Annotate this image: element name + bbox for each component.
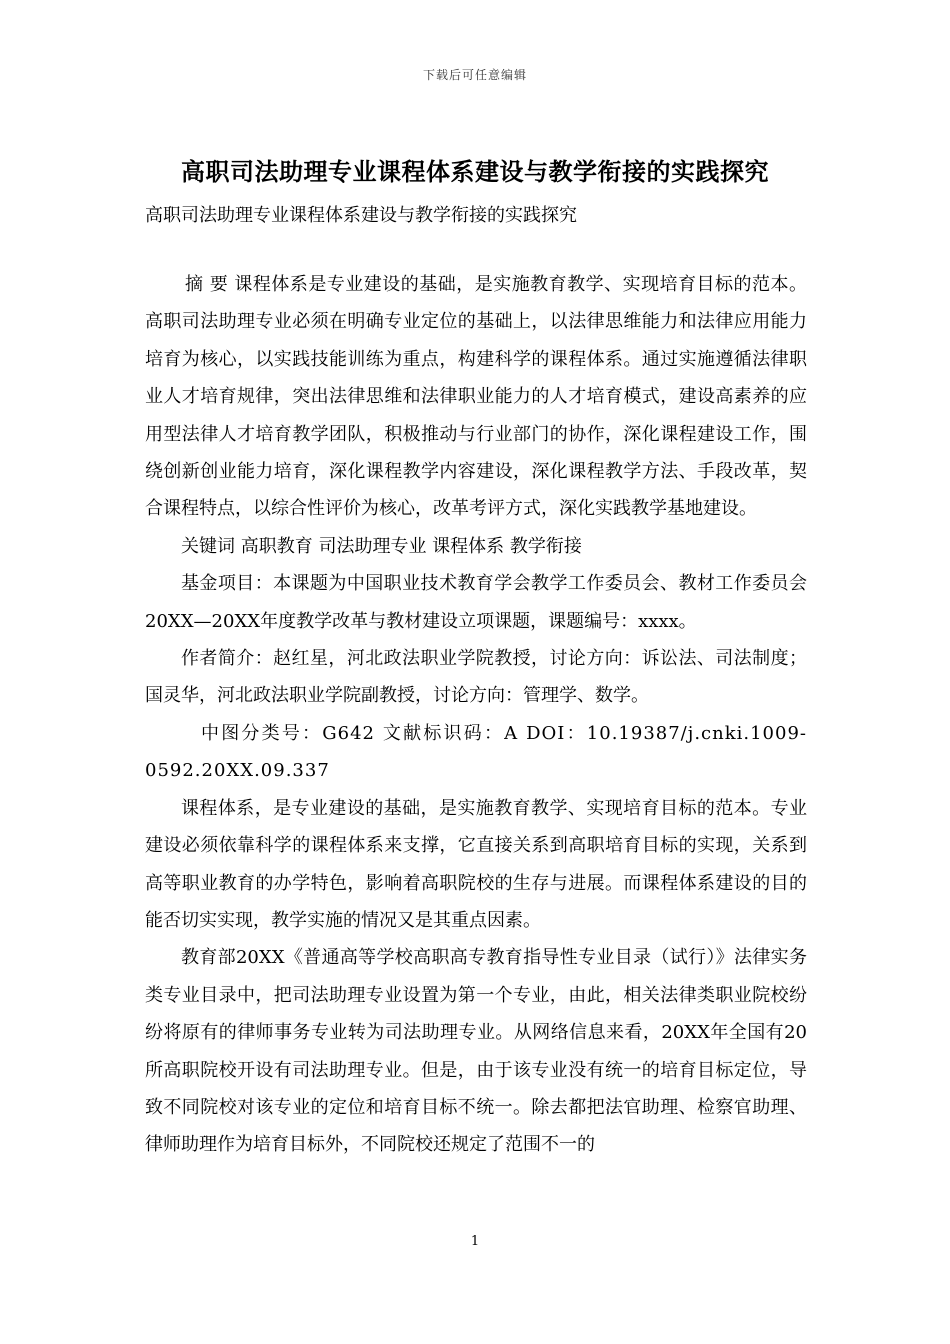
classification-paragraph: 中图分类号：G642 文献标识码：A DOI：10.19387/j.cnki.1009-0592.20XX.09.337 xyxy=(145,722,807,782)
body-paragraph-2: 教育部20XX《普通高等学校高职高专教育指导性专业目录（试行）》法律实务类专业目录中，把司法助理专业设置为第一个专业，由此，相关法律类职业院校纷纷将原有的律师事务专业转为司法助理专业。从网络信息来看，20XX年全国有20所高职院校开设有司法助理专业。但是，由于该专业没有统一的培育目标定位，导致不同院校对该专业的定位和培育目标不统一。除去都把法官助理、检察官助理、律师助理作为培育目标外，不同院校还规定了范围不一的 xyxy=(145,947,807,1156)
document-body xyxy=(145,266,807,1164)
page-number: 1 xyxy=(470,1234,480,1249)
document-title: 高职司法助理专业课程体系建设与教学衔接的实践探究 xyxy=(181,157,769,186)
page-header-note: 下载后可任意编辑 xyxy=(422,68,527,82)
abstract-paragraph: 摘 要 课程体系是专业建设的基础，是实施教育教学、实现培育目标的范本。高职司法助理专业必须在明确专业定位的基础上，以法律思维能力和法律应用能力培育为核心，以实践技能训练为重点，构建科学的课程体系。通过实施遵循法律职业人才培育规律，突出法律思维和法律职业能力的人才培育模式，建设高素养的应用型法律人才培育教学团队，积极推动与行业部门的协作，深化课程建设工作，围绕创新创业能力培育，深化课程教学内容建设，深化课程教学方法、手段改革，契合课程特点，以综合性评价为核心，改革考评方式，深化实践教学基地建设。 xyxy=(145,274,807,520)
document-subtitle: 高职司法助理专业课程体系建设与教学衔接的实践探究 xyxy=(145,205,577,226)
body-paragraph-1: 课程体系，是专业建设的基础，是实施教育教学、实现培育目标的范本。专业建设必须依靠科学的课程体系来支撑，它直接关系到高职培育目标的实现，关系到高等职业教育的办学特色，影响着高职院校的生存与进展。而课程体系建设的目的能否切实实现，教学实施的情况又是其重点因素。 xyxy=(145,797,807,931)
fund-paragraph: 基金项目：本课题为中国职业技术教育学会教学工作委员会、教材工作委员会20XX—20XX年度教学改革与教材建设立项课题，课题编号：xxxx。 xyxy=(145,573,807,632)
authors-paragraph: 作者简介：赵红星，河北政法职业学院教授，讨论方向：诉讼法、司法制度；国灵华，河北政法职业学院副教授，讨论方向：管理学、数学。 xyxy=(145,648,807,707)
keywords-paragraph: 关键词 高职教育 司法助理专业 课程体系 教学衔接 xyxy=(181,535,582,557)
